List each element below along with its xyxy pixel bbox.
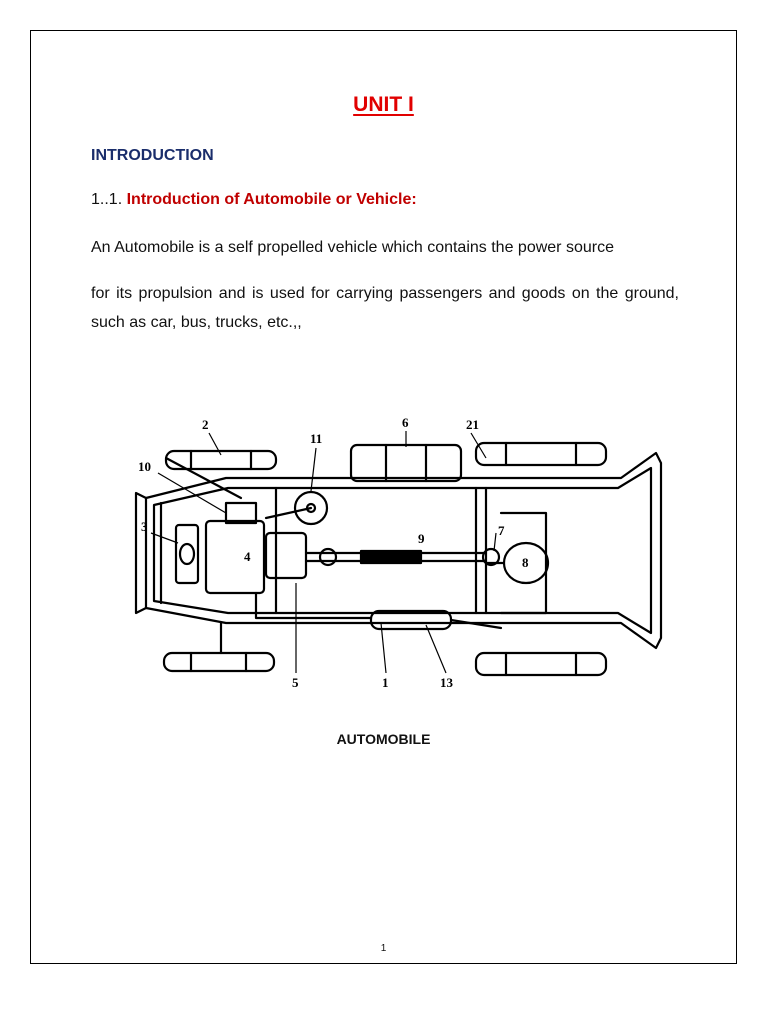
callout-8: 8 xyxy=(522,555,529,570)
callout-10: 10 xyxy=(138,459,151,474)
callout-3: 3 xyxy=(141,519,148,534)
page-number: 1 xyxy=(380,943,387,954)
figure-caption: AUTOMOBILE xyxy=(336,731,431,747)
callout-13: 13 xyxy=(440,675,453,690)
subsection-title: Introduction of Automobile or Vehicle: xyxy=(126,191,417,208)
callout-5: 5 xyxy=(292,675,299,690)
document-page xyxy=(30,30,737,964)
callout-2: 2 xyxy=(202,417,209,432)
section-heading: INTRODUCTION xyxy=(91,147,214,164)
paragraph-1: An Automobile is a self propelled vehicle which contains the power source xyxy=(91,239,614,256)
callout-4: 4 xyxy=(244,549,251,564)
paragraph-2: for its propulsion and is used for carrying passengers and goods on the ground, such as car, bus, trucks, etc.,, xyxy=(91,285,679,331)
callout-11: 11 xyxy=(310,431,323,446)
automobile-chassis-diagram xyxy=(106,403,668,693)
subsection-number: 1..1. xyxy=(91,191,123,208)
callout-6: 6 xyxy=(402,415,409,430)
callout-7: 7 xyxy=(498,523,505,538)
callout-9: 9 xyxy=(418,531,425,546)
callout-21: 21 xyxy=(466,417,479,432)
callout-1: 1 xyxy=(382,675,389,690)
subsection-heading xyxy=(91,191,417,209)
unit-title: UNIT I xyxy=(353,93,414,116)
